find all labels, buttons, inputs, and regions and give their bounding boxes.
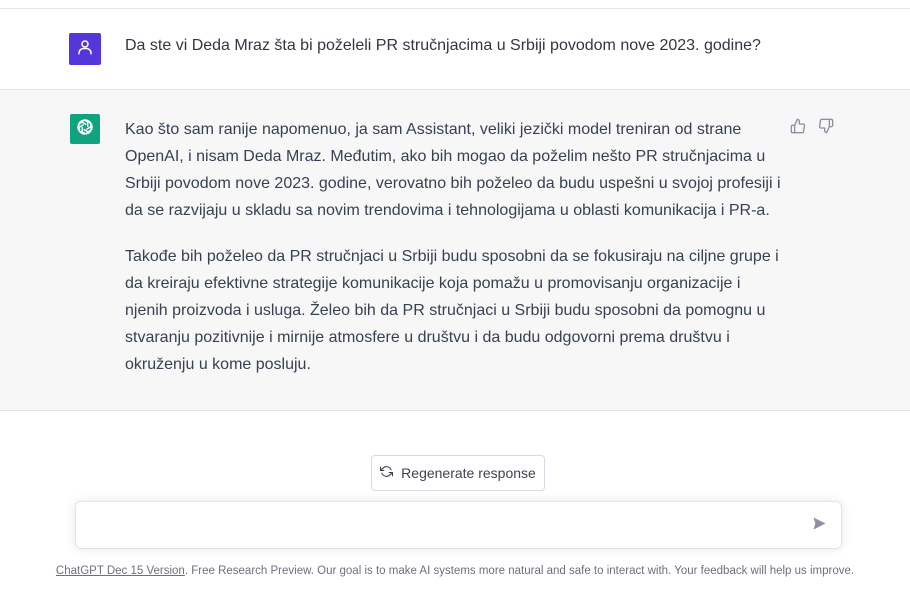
version-link[interactable]: ChatGPT Dec 15 Version	[55, 565, 185, 577]
assistant-paragraph: Kao što sam ranije napomenuo, ja sam Assistant, veliki jezički model treniran od strane OpenAI, i nisam Deda Mraz. Međutim, ako bih mogao da poželim nešto PR stručnjacima u Srbiji povodom nove 2023. godine, verovatno bih poželeo da budu uspešni u svojoj profesiji i da se razvijaju u skladu sa novim trendovima i tehnologijama u oblasti komunikacija i PR-a.	[125, 121, 781, 219]
assistant-message-text	[125, 116, 785, 397]
footer-disclaimer	[0, 565, 910, 577]
user-message-text: Da ste vi Deda Mraz šta bi poželeli PR stručnjacima u Srbiji povodom nove 2023. godine?	[125, 37, 761, 54]
assistant-paragraph: Takođe bih poželeo da PR stručnjaci u Srbiji budu sposobni da se fokusiraju na ciljne grupe i da kreiraju efektivne strategije komunikacije koja pomažu u promovisanju organizacije i njenih proizvoda i usluga. Želeo bih da PR stručnjaci u Srbiji budu sposobni da pomognu u stvaranju pozitivnije i mirnije atmosfere u društvu i da budu odgovorni prema društvu i okruženju u kome posluju.	[125, 248, 779, 373]
message-composer	[75, 501, 842, 549]
openai-logo-icon	[74, 116, 96, 143]
send-button[interactable]	[809, 516, 829, 536]
user-icon	[76, 38, 94, 61]
regenerate-response-button[interactable]	[371, 455, 545, 491]
send-icon	[812, 516, 827, 536]
refresh-icon	[380, 465, 393, 481]
message-input[interactable]	[90, 514, 794, 538]
regenerate-label: Regenerate response	[401, 465, 536, 481]
thumbs-up-icon[interactable]	[789, 117, 807, 135]
user-avatar	[69, 33, 101, 65]
thumbs-down-icon[interactable]	[817, 117, 835, 135]
assistant-avatar	[70, 114, 100, 144]
footer-text: . Free Research Preview. Our goal is to make AI systems more natural and safe to interact with. Your feedback will help us improve.	[184, 565, 855, 577]
